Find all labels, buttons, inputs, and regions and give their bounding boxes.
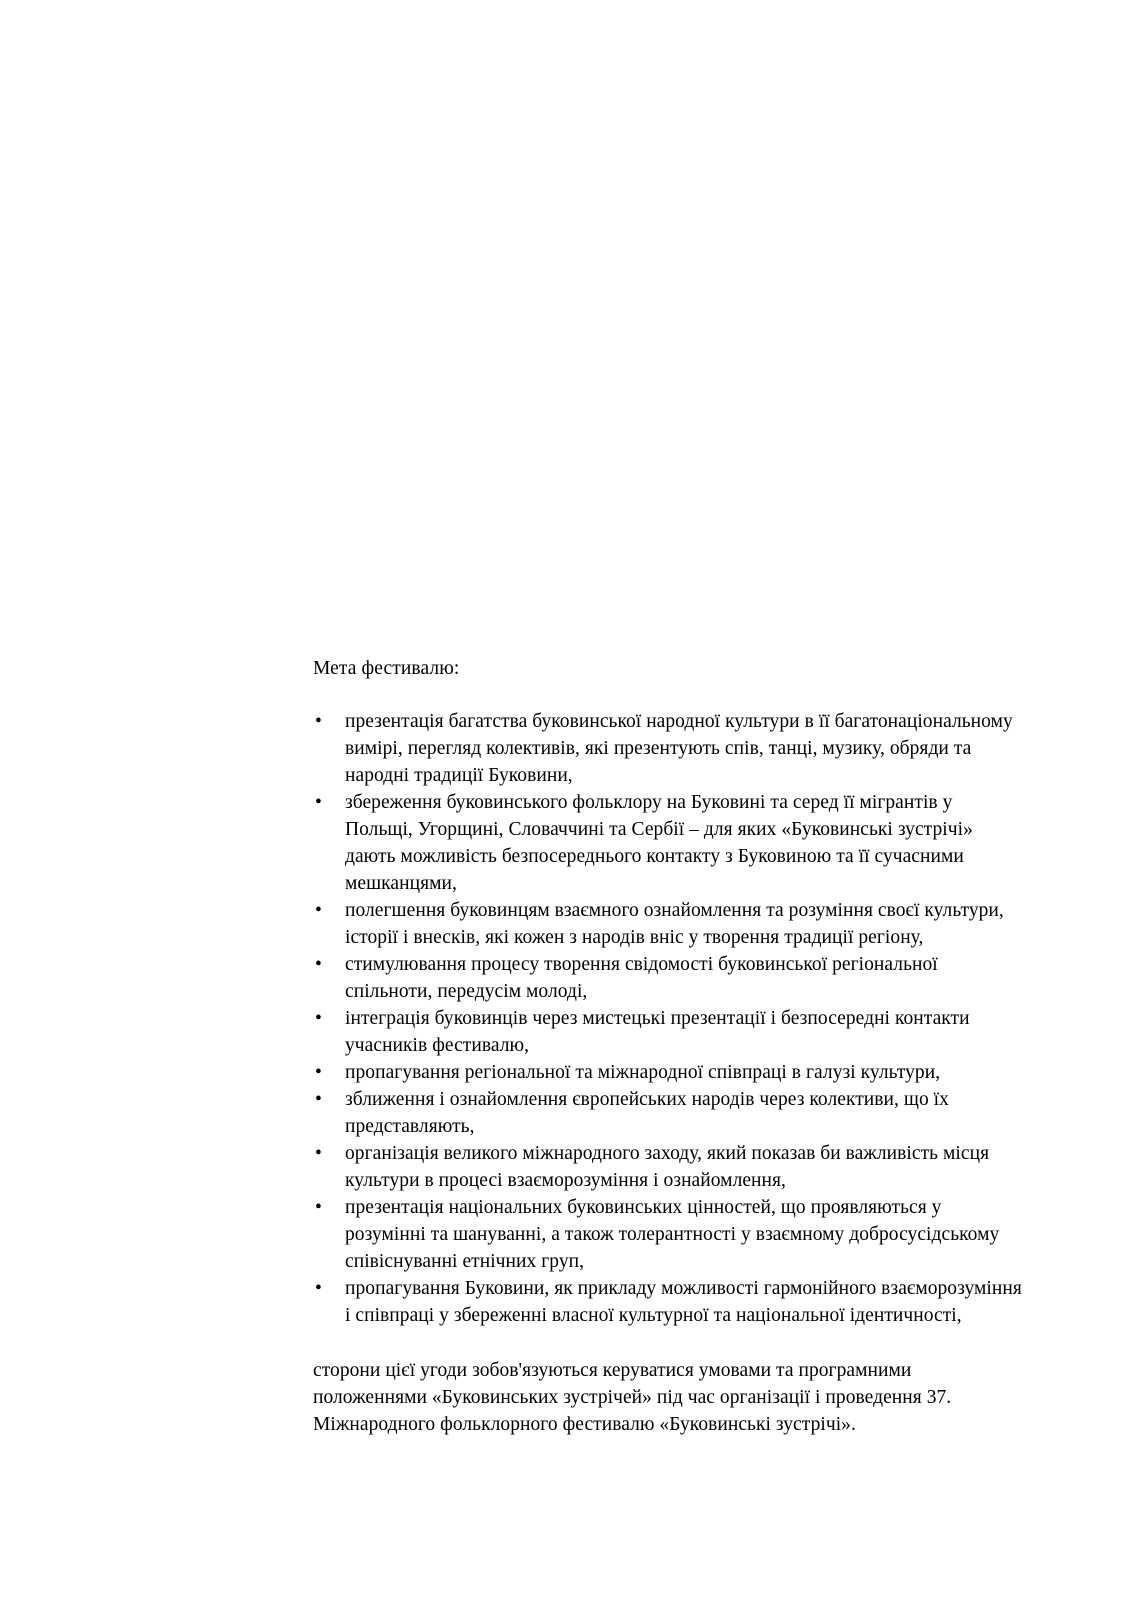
bullet-point-icon: • [315, 900, 322, 921]
bullet-point-icon: • [315, 1197, 322, 1218]
list-item-text: збереження буковинського фольклору на Буковині та серед її мігрантів у Польщі, Угорщині, Словаччині та Сербії – для яких «Буковинські зустрічі» дають можливість безпосереднього контакту з Буковиною та її сучасними мешканцями, [345, 792, 973, 894]
list-item-text: презентація національних буковинських цінностей, що проявляються у розумінні та шануванні, а також толерантності у взаємному добросусідському співіснуванні етнічних груп, [345, 1197, 1000, 1272]
list-item [313, 1140, 1025, 1194]
list-item-text: презентація багатства буковинської народної культури в її багатонаціональному вимірі, перегляд колективів, які презентують спів, танці, музику, обряди та народні традиції Буковини, [345, 711, 1013, 786]
list-item [313, 951, 1025, 1005]
list-item-text: організація великого міжнародного заходу, який показав би важливість місця культури в процесі взаєморозуміння і ознайомлення, [345, 1143, 990, 1191]
bullet-point-icon: • [315, 1062, 322, 1083]
section-heading: Мета фестивалю: [313, 658, 460, 679]
bullet-point-icon: • [315, 1089, 322, 1110]
list-item [313, 1275, 1025, 1329]
list-item-text: стимулювання процесу творення свідомості буковинської регіональної спільноти, передусім молоді, [345, 954, 938, 1002]
list-item [313, 1005, 1025, 1059]
list-item [313, 708, 1025, 789]
list-item-text: зближення і ознайомлення європейських народів через колективи, що їх представляють, [345, 1089, 949, 1137]
closing-paragraph: сторони цієї угоди зобов'язуються керуватися умовами та програмними положеннями «Буковинських зустрічей» під час організації і проведення 37. Міжнародного фольклорного фестивалю «Буковинські зустрічі». [313, 1360, 952, 1435]
bullet-point-icon: • [315, 1278, 322, 1299]
list-item [313, 789, 1025, 897]
document-content [313, 655, 1025, 1438]
bullet-point-icon: • [315, 792, 322, 813]
bullet-point-icon: • [315, 711, 322, 732]
bullet-point-icon: • [315, 954, 322, 975]
list-item-text: полегшення буковинцям взаємного ознайомлення та розуміння своєї культури, історії і внесків, які кожен з народів вніс у творення традиції регіону, [345, 900, 1004, 948]
list-item-text: пропагування регіональної та міжнародної співпраці в галузі культури, [345, 1062, 941, 1083]
bullet-point-icon: • [315, 1008, 322, 1029]
list-item-text: пропагування Буковини, як прикладу можливості гармонійного взаєморозуміння і співпраці у збереженні власної культурної та національної ідентичності, [345, 1278, 1022, 1326]
list-item [313, 1059, 1025, 1086]
list-item-text: інтеграція буковинців через мистецькі презентації і безпосередні контакти учасників фестивалю, [345, 1008, 970, 1056]
list-item [313, 1086, 1025, 1140]
list-item [313, 1194, 1025, 1275]
bullet-point-icon: • [315, 1143, 322, 1164]
list-item [313, 897, 1025, 951]
closing-paragraph-block [313, 1357, 1025, 1438]
goals-bullet-list [313, 708, 1025, 1329]
